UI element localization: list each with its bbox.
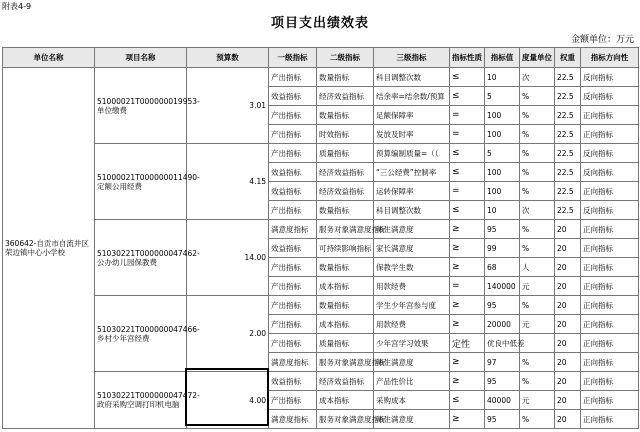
weight-cell: 20 xyxy=(555,277,581,296)
level2-cell: 质量指标 xyxy=(317,144,374,163)
value-cell: 优良中低差 xyxy=(485,334,520,353)
col-header-nature: 指标性质 xyxy=(450,48,485,68)
weight-cell: 20 xyxy=(555,353,581,372)
unit-cell: % xyxy=(520,296,555,315)
level2-cell: 服务对象满意度指标 xyxy=(317,410,374,429)
nature-cell: ≥ xyxy=(450,353,485,372)
level3-cell: 产品性价比 xyxy=(374,372,450,391)
nature-cell: ≥ xyxy=(450,296,485,315)
level1-cell: 产出指标 xyxy=(269,144,317,163)
level1-cell: 产出指标 xyxy=(269,391,317,410)
value-cell: 68 xyxy=(485,258,520,277)
level3-cell: 少年宫学习效果 xyxy=(374,334,450,353)
weight-cell: 22.5 xyxy=(555,87,581,106)
unit-cell: 元 xyxy=(520,277,555,296)
direction-cell: 正向指标 xyxy=(581,315,639,334)
direction-cell: 正向指标 xyxy=(581,182,639,201)
level3-cell: 采购成本 xyxy=(374,391,450,410)
level3-cell: 运转保障率 xyxy=(374,182,450,201)
direction-cell: 正向指标 xyxy=(581,296,639,315)
weight-cell: 20 xyxy=(555,410,581,429)
value-cell: 140000 xyxy=(485,277,520,296)
page-title: 项目支出绩效表 xyxy=(270,16,369,31)
value-cell: 100 xyxy=(485,125,520,144)
direction-cell: 正向指标 xyxy=(581,372,639,391)
col-header-level1: 一级指标 xyxy=(269,48,317,68)
level3-cell: 发放及时率 xyxy=(374,125,450,144)
direction-cell: 正向指标 xyxy=(581,106,639,125)
direction-cell: 正向指标 xyxy=(581,125,639,144)
value-cell: 95 xyxy=(485,296,520,315)
value-cell: 97 xyxy=(485,353,520,372)
level3-cell: 预算编制质量=（（ xyxy=(374,144,450,163)
direction-cell: 反向指标 xyxy=(581,87,639,106)
weight-cell: 20 xyxy=(555,334,581,353)
weight-cell: 22.5 xyxy=(555,163,581,182)
unit-cell: 元 xyxy=(520,391,555,410)
level1-cell: 效益指标 xyxy=(269,182,317,201)
direction-cell: 反向指标 xyxy=(581,68,639,87)
level2-cell: 数量指标 xyxy=(317,201,374,220)
value-cell: 95 xyxy=(485,220,520,239)
budget-cell: 3.01 xyxy=(187,68,269,144)
unit-cell: % xyxy=(520,163,555,182)
unit-cell: % xyxy=(520,106,555,125)
weight-cell: 22.5 xyxy=(555,68,581,87)
level2-cell: 数量指标 xyxy=(317,106,374,125)
level1-cell: 满意度指标 xyxy=(269,353,317,372)
level2-cell: 时效指标 xyxy=(317,125,374,144)
direction-cell: 正向指标 xyxy=(581,220,639,239)
weight-cell: 22.5 xyxy=(555,106,581,125)
level1-cell: 效益指标 xyxy=(269,372,317,391)
level3-cell: 师生满意度 xyxy=(374,353,450,372)
direction-cell: 反向指标 xyxy=(581,144,639,163)
budget-cell: 4.00 xyxy=(187,372,269,429)
col-header-value: 指标值 xyxy=(485,48,520,68)
weight-cell: 20 xyxy=(555,391,581,410)
table-row xyxy=(3,220,639,239)
budget-cell: 4.15 xyxy=(187,144,269,220)
level2-cell: 经济效益指标 xyxy=(317,372,374,391)
level2-cell: 可持续影响指标 xyxy=(317,239,374,258)
weight-cell: 20 xyxy=(555,258,581,277)
nature-cell: ≥ xyxy=(450,315,485,334)
level1-cell: 效益指标 xyxy=(269,87,317,106)
value-cell: 95 xyxy=(485,372,520,391)
level1-cell: 产出指标 xyxy=(269,296,317,315)
level3-cell: 师生满意度 xyxy=(374,410,450,429)
weight-cell: 20 xyxy=(555,315,581,334)
project-name-cell: 51000021T000000019953-单位缴费 xyxy=(95,68,187,144)
level1-cell: 效益指标 xyxy=(269,163,317,182)
budget-cell: 2.00 xyxy=(187,296,269,372)
nature-cell: ≥ xyxy=(450,220,485,239)
level2-cell: 成本指标 xyxy=(317,391,374,410)
unit-cell: % xyxy=(520,239,555,258)
level1-cell: 效益指标 xyxy=(269,239,317,258)
level3-cell: 科目调整次数 xyxy=(374,201,450,220)
weight-cell: 22.5 xyxy=(555,144,581,163)
level3-cell: 学生少年宫参与度 xyxy=(374,296,450,315)
direction-cell: 反向指标 xyxy=(581,201,639,220)
nature-cell: = xyxy=(450,125,485,144)
value-cell: 100 xyxy=(485,106,520,125)
nature-cell: ≤ xyxy=(450,144,485,163)
performance-table xyxy=(2,47,639,429)
value-cell: 5 xyxy=(485,87,520,106)
unit-cell: % xyxy=(520,220,555,239)
col-header-level2: 二级指标 xyxy=(317,48,374,68)
direction-cell: 正向指标 xyxy=(581,353,639,372)
unit-cell: % xyxy=(520,353,555,372)
level1-cell: 产出指标 xyxy=(269,201,317,220)
level2-cell: 质量指标 xyxy=(317,334,374,353)
nature-cell: = xyxy=(450,277,485,296)
nature-cell: 定性 xyxy=(450,334,485,353)
level2-cell: 经济效益指标 xyxy=(317,87,374,106)
col-header-unit-name: 单位名称 xyxy=(3,48,95,68)
nature-cell: ≤ xyxy=(450,87,485,106)
project-name-cell: 51030221T000000047466-乡村少年宫经费 xyxy=(95,296,187,372)
nature-cell: = xyxy=(450,106,485,125)
unit-cell: % xyxy=(520,410,555,429)
value-cell: 20000 xyxy=(485,315,520,334)
level2-cell: 数量指标 xyxy=(317,296,374,315)
col-header-budget: 预算数 xyxy=(187,48,269,68)
col-header-project-name: 项目名称 xyxy=(95,48,187,68)
direction-cell: 正向指标 xyxy=(581,334,639,353)
nature-cell: = xyxy=(450,182,485,201)
value-cell: 99 xyxy=(485,239,520,258)
level1-cell: 产出指标 xyxy=(269,277,317,296)
value-cell: 5 xyxy=(485,144,520,163)
col-header-level3: 三级指标 xyxy=(374,48,450,68)
amount-unit-label: 金额单位：万元 xyxy=(570,35,634,45)
value-cell: 100 xyxy=(485,163,520,182)
unit-cell: % xyxy=(520,125,555,144)
nature-cell: ≤ xyxy=(450,163,485,182)
level2-cell: 成本指标 xyxy=(317,277,374,296)
level3-cell: 家长满意度 xyxy=(374,239,450,258)
unit-cell: 元 xyxy=(520,315,555,334)
nature-cell: ≥ xyxy=(450,372,485,391)
unit-cell: % xyxy=(520,87,555,106)
level2-cell: 成本指标 xyxy=(317,315,374,334)
level2-cell: 数量指标 xyxy=(317,68,374,87)
level3-cell: 结余率=结余数/预算 xyxy=(374,87,450,106)
unit-cell: % xyxy=(520,372,555,391)
level1-cell: 产出指标 xyxy=(269,258,317,277)
weight-cell: 20 xyxy=(555,372,581,391)
nature-cell: ≥ xyxy=(450,258,485,277)
level1-cell: 产出指标 xyxy=(269,315,317,334)
unit-cell: 次 xyxy=(520,201,555,220)
level3-cell: 科目调整次数 xyxy=(374,68,450,87)
highlight-box xyxy=(185,368,269,426)
table-row xyxy=(3,144,639,163)
level1-cell: 产出指标 xyxy=(269,334,317,353)
table-header-row xyxy=(3,48,639,68)
project-name-cell: 51030221T000000047472-政府采购空调打印机电脑 xyxy=(95,372,187,429)
level2-cell: 服务对象满意度指标 xyxy=(317,220,374,239)
col-header-direction: 指标方向性 xyxy=(581,48,639,68)
level2-cell: 经济效益指标 xyxy=(317,182,374,201)
weight-cell: 20 xyxy=(555,296,581,315)
weight-cell: 22.5 xyxy=(555,125,581,144)
level3-cell: 用款经费 xyxy=(374,315,450,334)
direction-cell: 正向指标 xyxy=(581,391,639,410)
col-header-unit: 度量单位 xyxy=(520,48,555,68)
budget-cell: 14.00 xyxy=(187,220,269,296)
unit-cell: 次 xyxy=(520,68,555,87)
nature-cell: ≥ xyxy=(450,410,485,429)
weight-cell: 22.5 xyxy=(555,201,581,220)
value-cell: 100 xyxy=(485,182,520,201)
level3-cell: “三公经费”控制率 xyxy=(374,163,450,182)
level2-cell: 数量指标 xyxy=(317,258,374,277)
nature-cell: ≤ xyxy=(450,201,485,220)
value-cell: 10 xyxy=(485,201,520,220)
level1-cell: 产出指标 xyxy=(269,125,317,144)
weight-cell: 20 xyxy=(555,220,581,239)
level1-cell: 满意度指标 xyxy=(269,410,317,429)
value-cell: 40000 xyxy=(485,391,520,410)
table-row xyxy=(3,372,639,391)
direction-cell: 正向指标 xyxy=(581,239,639,258)
nature-cell: ≤ xyxy=(450,391,485,410)
value-cell: 95 xyxy=(485,410,520,429)
weight-cell: 22.5 xyxy=(555,182,581,201)
direction-cell: 反向指标 xyxy=(581,163,639,182)
direction-cell: 正向指标 xyxy=(581,277,639,296)
unit-cell: % xyxy=(520,144,555,163)
value-cell: 10 xyxy=(485,68,520,87)
level2-cell: 服务对象满意度指标 xyxy=(317,353,374,372)
unit-cell: 人 xyxy=(520,258,555,277)
direction-cell: 正向指标 xyxy=(581,258,639,277)
annex-label: 附表4-9 xyxy=(2,2,32,11)
level1-cell: 产出指标 xyxy=(269,68,317,87)
nature-cell: ≤ xyxy=(450,68,485,87)
level2-cell: 经济效益指标 xyxy=(317,163,374,182)
table-row xyxy=(3,68,639,87)
project-name-cell: 51000021T000000011490-定额公用经费 xyxy=(95,144,187,220)
project-name-cell: 51030221T000000047462-公办幼儿园保教费 xyxy=(95,220,187,296)
level3-cell: 足额保障率 xyxy=(374,106,450,125)
level1-cell: 产出指标 xyxy=(269,106,317,125)
level3-cell: 保教学生数 xyxy=(374,258,450,277)
unit-name-cell: 360642-自贡市自流井区荣边镇中心小学校 xyxy=(3,68,95,429)
weight-cell: 20 xyxy=(555,239,581,258)
table-row xyxy=(3,296,639,315)
level3-cell: 师生满意度 xyxy=(374,220,450,239)
direction-cell: 正向指标 xyxy=(581,410,639,429)
level3-cell: 用款经费 xyxy=(374,277,450,296)
table-body xyxy=(3,68,639,429)
level1-cell: 满意度指标 xyxy=(269,220,317,239)
unit-cell: % xyxy=(520,182,555,201)
col-header-weight: 权重 xyxy=(555,48,581,68)
nature-cell: ≥ xyxy=(450,239,485,258)
